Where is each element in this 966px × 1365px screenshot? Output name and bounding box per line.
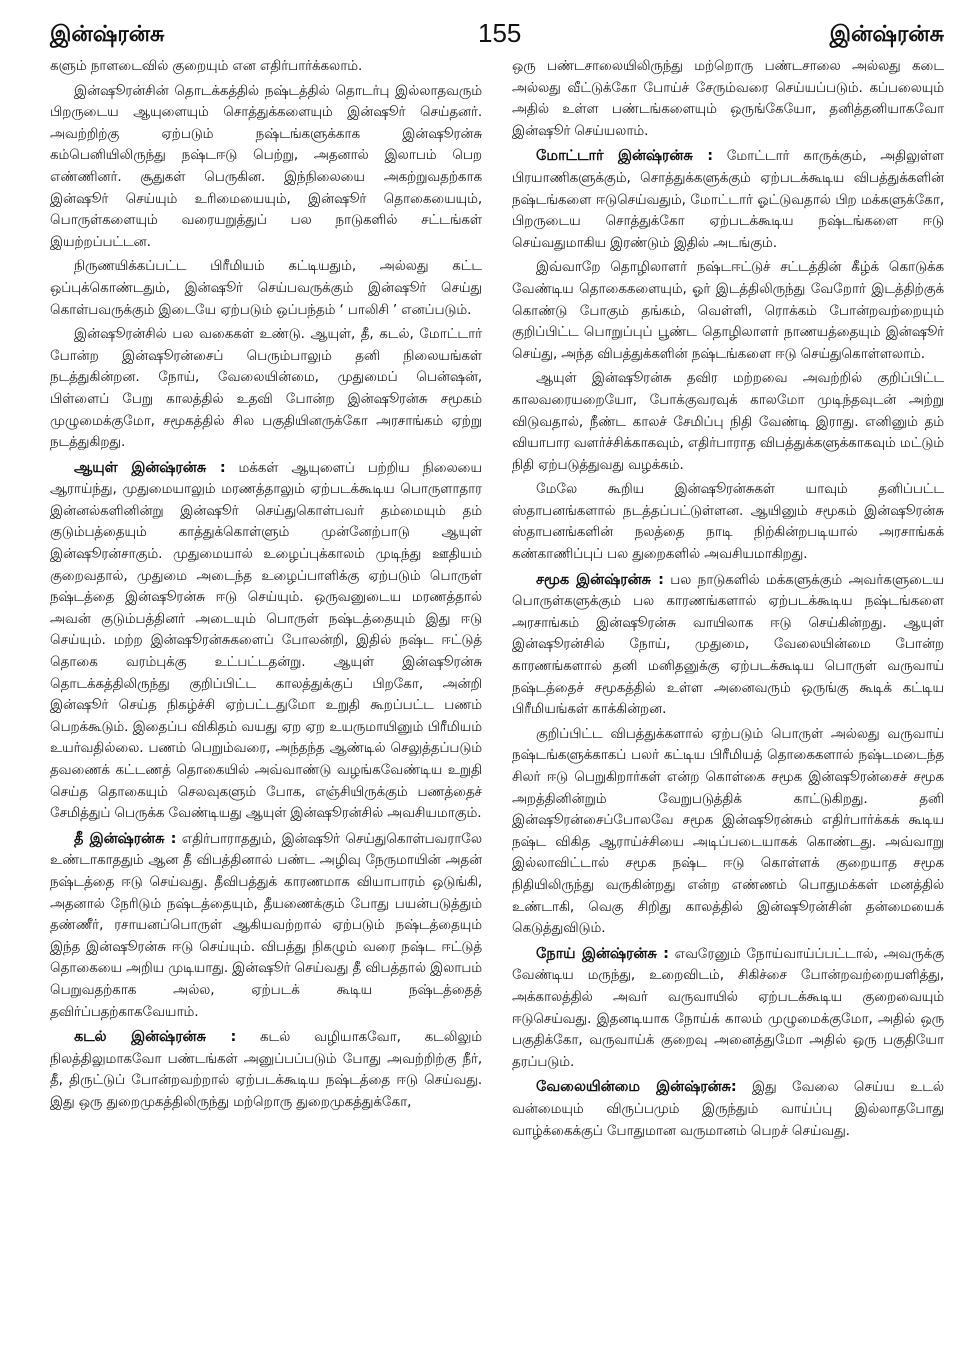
section-heading: தீ இன்ஷ்ரன்சு : xyxy=(74,829,177,847)
paragraph-text: மேலே கூறிய இன்ஷூரன்சுகள் யாவும் தனிப்பட்ட ஸ்தாபனங்களால் நடத்தப்பட்டுள்ளன. ஆயினும் சமூகம் இன்ஷூரன்சு ஸ்தாபனங்களின் நலத்தை நாடி நிற்கின்றபடியால் அரசாங்கக் கண்காணிப்புப் பல துறைகளில் அவசியமாகிறது. xyxy=(512,481,944,563)
paragraph-text: எவரேனும் நோய்வாய்ப்பட்டால், அவருக்கு வேண்டிய மருந்து, உறைவிடம், சிகிச்சை போன்றவற்றையளித்து, அக்காலத்தில் அவர் வருவாயில் ஏற்படக்கூடிய குறைவையும் ஈடுசெய்வது. இதனடியாக நோய்க் காலம் முழுமைக்குமோ, அதில் ஒரு பகுதிக்கோ, வருவாய்க் குறைவு அனைத்துமோ அதில் ஒரு பகுதியோ தரப்படும். xyxy=(512,945,944,1070)
paragraph-text: மக்கள் ஆயுளைப் பற்றிய நிலையை ஆராய்ந்து, முதுமையாலும் மரணத்தாலும் ஏற்படக்கூடிய பொருளாதார இன்னல்களினின்று இன்ஷூர் செய்துகொள்பவர் தம்மையும் தம் குடும்பத்தையும் காத்துக்கொள்ளும் முன்னேற்பாடு ஆயுள் இன்ஷூரன்சாகும். முதுமையால் உழைப்புக்காலம் முடிந்து ஊதியம் குறைவதால், முதுமை அடைந்த உழைப்பாளிக்கு ஏற்படும் பொருள் நஷ்டத்தை இன்ஷூரன்சு ஈடு செய்யும். ஒருவனுடைய மரணத்தால் அவன் குடும்பத்தினர் அடையும் பொருள் நஷ்டத்தையும் இது ஈடு செய்யும். மற்ற இன்ஷூரன்சுகளைப் போலன்றி, இதில் நஷ்ட ஈட்டுத் தொகை வரம்புக்கு உட்பட்டதன்று. ஆயுள் இன்ஷூரன்சு தொடக்கத்திலிருந்து குறிப்பிட்ட காலத்துக்குப் பிறகோ, அன்றி இன்ஷூர் செய்த நிகழ்ச்சி ஏற்பட்டதுமோ உறுதி கூறப்பட்ட பணம் பெறக்கூடும். இதைப்ப விகிதம் வயது ஏற ஏற உயருமாயினும் பிரீமியம் உயர்வதில்லை. பணம் பெறும்வரை, அந்தந்த ஆண்டில் செலுத்தப்படும் தவணைக் கட்டணத் தொகையில் அவ்வாண்டு வழங்கவேண்டிய உறுதி செய்த தொகையும் செலவுகளும் போக, எஞ்சியிருக்கும் பணத்தைச் சேமித்துப் பெருக்க வேண்டியது ஆயுள் இன்ஷூரன்சில் அவசியமாகும். xyxy=(50,459,482,822)
paragraph-text: களும் நாளடைவில் குறையும் என எதிர்பார்க்கலாம். xyxy=(50,58,363,74)
paragraph-text: கடல் வழியாகவோ, கடலிலும் நிலத்திலுமாகவோ பண்டங்கள் அனுப்பப்படும் போது அவற்றிற்கு நீர், தீ, திருட்டுப் போன்றவற்றால் ஏற்படக்கூடிய நஷ்டத்தை ஈடு செய்வது. இது ஒரு துறைமுகத்திலிருந்து மற்றொரு துறைமுகத்துக்கோ, xyxy=(50,1029,482,1110)
running-head-left: இன்ஷ்ரன்சு xyxy=(50,22,165,47)
paragraph-text: இன்ஷூரன்சின் தொடக்கத்தில் நஷ்டத்தில் தொடர்பு இல்லாதவரும் பிறருடைய ஆயுளையும் சொத்துக்களையும் இன்ஷூர் செய்தனர். அவற்றிற்கு ஏற்படும் நஷ்டங்களுக்காக இன்ஷூரன்சு கம்பெனியிலிருந்து நஷ்டஈடு பெற்று, அதனால் இலாபம் பெற எண்ணினர். சூதுகள் பெருகின. இந்நிலையை அகற்றுவதற்காக இன்ஷூர் செய்யும் உரிமையையும், இன்ஷூர் தொகையையும், பொருள்களையும் வரையறுத்துப் பல நாடுகளில் சட்டங்கள் இயற்றப்பட்டன. xyxy=(50,82,482,250)
paragraph-text: இவ்வாறே தொழிலாளர் நஷ்டஈட்டுச் சட்டத்தின் கீழ்க் கொடுக்க வேண்டிய தொகைகளையும், ஓர் இடத்திலிருந்து வேறோர் இடத்திற்குக் கொண்டு போகும் தங்கம், வெள்ளி, ரொக்கம் போன்றவற்றையும் குறிப்பிட்ட பொறுப்புப் பூண்ட தொழிலாளர் நாணயத்தையும் இன்ஷூர் செய்து, அந்த விபத்துக்களின் நஷ்டங்களை ஈடு செய்துகொள்ளலாம். xyxy=(512,259,944,362)
running-head-right: இன்ஷ்ரன்சு xyxy=(829,22,944,47)
paragraph-text: எதிர்பாராததும், இன்ஷூர் செய்துகொள்பவராலே உண்டாகாததும் ஆன தீ விபத்தினால் பண்ட அழிவு நேருமாயின் அதன் நஷ்டத்தை ஈடு செய்வது. தீவிபத்துக் காரணமாக வியாபாரம் ஒடுங்கி, அதனால் நேரிடும் நஷ்டத்தையும், தீயணைக்கும் போது பயன்படுத்தும் தண்ணீர், ரசாயனப்பொருள் ஆகியவற்றால் ஏற்படும் நஷ்டத்தையும் இந்த இன்ஷூரன்சு ஈடு செய்யும். விபத்து நிகழும் வரை நஷ்ட ஈட்டுத் தொகையை அறிய முடியாது. இன்ஷூர் செய்வது தீ விபத்தால் இலாபம் பெறுவதற்காக அல்ல, ஏற்படக் கூடிய நஷ்டத்தைத் தவிர்ப்பதற்காகவேயாம். xyxy=(50,830,482,1020)
section-heading: நோய் இன்ஷ்ரன்சு : xyxy=(536,944,669,962)
paragraph xyxy=(512,479,944,565)
paragraph xyxy=(50,56,482,78)
paragraph-text: மோட்டார் காருக்கும், அதிலுள்ள பிரயாணிகளுக்கும், சொத்துக்களுக்கும் ஏற்படக்கூடிய விபத்துக்களின் நஷ்டங்களை ஈடுசெய்வதும், மோட்டார் ஓட்டுவதால் பிற மக்களுக்கோ, பிறருடைய சொத்துக்கோ ஏற்படக்கூடிய நஷ்டங்களை ஈடு செய்வதுமாகிய இரண்டும் இதில் அடங்கும். xyxy=(512,148,944,251)
paragraph xyxy=(50,457,482,825)
paragraph xyxy=(50,828,482,1023)
paragraph xyxy=(50,1026,482,1113)
paragraph xyxy=(512,569,944,721)
paragraph-text: ஒரு பண்டசாலையிலிருந்து மற்றொரு பண்டசாலை அல்லது கடை அல்லது வீட்டுக்கோ போய்ச் சேரும்வரை செய்யப்படும். கப்பலையும் அதில் உள்ள பண்டங்களையும் ஒருங்கேயோ, தனித்தனியாகவோ இன்ஷூர் செய்யலாம். xyxy=(512,58,944,139)
paragraph-text: ஆயுள் இன்ஷூரன்சு தவிர மற்றவை அவற்றில் குறிப்பிட்ட காலவரையறையோ, போக்குவரவுக் காலமோ முடிந்தவுடன் அற்று விடுவதால், நீண்ட காலச் சேமிப்பு நிதி வேண்டி இராது. எனினும் தம் வியாபார வளர்ச்சிக்காகவும், எதிர்பாராத விபத்துக்களுக்காகவும் மட்டும் நிதி ஏற்படுத்துவது வழக்கம். xyxy=(512,370,944,473)
paragraph-text: இன்ஷூரன்சில் பல வகைகள் உண்டு. ஆயுள், தீ, கடல், மோட்டார் போன்ற இன்ஷூரன்சைப் பெரும்பாலும் தனி நிலையங்கள் நடத்துகின்றன. நோய், வேலையின்மை, முதுமைப் பென்ஷன், பிள்ளைப் பேறு காலத்தில் உதவி போன்ற இன்ஷூரன்சு சமூகம் முழுமைக்குமோ, சமூகத்தில் சில பகுதியினருக்கோ அரசாங்கம் ஏற்று நடத்துகிறது. xyxy=(50,326,482,451)
paragraph xyxy=(512,724,944,940)
paragraph-text: பல நாடுகளில் மக்களுக்கும் அவர்களுடைய பொருள்களுக்கும் பல காரணங்களால் ஏற்படக்கூடிய நஷ்டங்களை அரசாங்கம் இன்ஷூரன்சு வாயிலாக ஈடு செய்கின்றது. ஆயுள் இன்ஷூரன்சில் நோய், முதுமை, வேலையின்மை போன்ற காரணங்களால் தனி மனிதனுக்கு ஏற்படக்கூடிய பொருள் வருவாய் நஷ்டத்தைச் சமூகத்தில் உள்ள அனைவரும் ஒருங்கு கூடிக் கட்டிய பிரீமியங்கள் காக்கின்றன. xyxy=(512,571,944,718)
paragraph xyxy=(50,256,482,321)
paragraph xyxy=(512,145,944,254)
page-number: 155 xyxy=(478,18,522,48)
right-column xyxy=(512,56,944,1145)
section-heading: மோட்டார் இன்ஷ்ரன்சு : xyxy=(536,147,713,165)
paragraph xyxy=(512,943,944,1074)
page-header xyxy=(50,14,944,56)
paragraph xyxy=(50,81,482,254)
section-heading: கடல் இன்ஷ்ரன்சு : xyxy=(74,1028,237,1046)
paragraph xyxy=(512,1076,944,1142)
section-heading: சமூக இன்ஷ்ரன்சு : xyxy=(536,570,664,588)
paragraph xyxy=(50,324,482,454)
text-columns xyxy=(50,56,944,1145)
left-column xyxy=(50,56,482,1145)
paragraph-text: இது வேலை செய்ய உடல் வன்மையும் விருப்பமும் இருந்தும் வாய்ப்பு இல்லாதபோது வாழ்க்கைக்குப் போதுமான வருமானம் பெறச் செய்வது. xyxy=(512,1079,944,1139)
paragraph xyxy=(512,56,944,142)
paragraph-text: நிருணயிக்கப்பட்ட பிரீமியம் கட்டியதும், அல்லது கட்ட ஒப்புக்கொண்டதும், இன்ஷூர் செய்பவருக்கும் இன்ஷூர் செய்து கொள்பவருக்கும் இடையே ஏற்படும் ஒப்பந்தம் ‘ பாலிசி ’ எனப்படும். xyxy=(50,258,482,318)
section-heading: ஆயுள் இன்ஷ்ரன்சு : xyxy=(74,458,226,476)
paragraph xyxy=(512,368,944,476)
section-heading: வேலையின்மை இன்ஷ்ரன்சு: xyxy=(536,1078,737,1096)
paragraph xyxy=(512,257,944,365)
paragraph-text: குறிப்பிட்ட விபத்துக்களால் ஏற்படும் பொருள் அல்லது வருவாய் நஷ்டங்களுக்காகப் பலர் கட்டிய பிரீமியத் தொகைகளால் நஷ்டமடைந்த சிலர் ஈடு பெறுகிறார்கள் என்ற கொள்கை சமூக இன்ஷூரன்சைச் சமூக அறத்தினின்றும் வேறுபடுத்திக் காட்டுகிறது. தனி இன்ஷூரன்சைப்போலவே சமூக இன்ஷூரன்சும் எதிர்பார்க்கக் கூடிய நஷ்ட விகித ஆராய்ச்சியை அடிப்படையாகக் கொண்டது. அவ்வாறு இல்லாவிட்டால் சமூக நஷ்ட ஈடு கொள்ளக் குறையாத சமூக நிதியிலிருந்து வருகின்றது என்ற எண்ணம் பொதுமக்கள் மனத்தில் உண்டாகி, வெகு சிறிது காலத்தில் இன்ஷூரன்சின் தன்மையைக் கெடுத்துவிடும். xyxy=(512,725,944,937)
